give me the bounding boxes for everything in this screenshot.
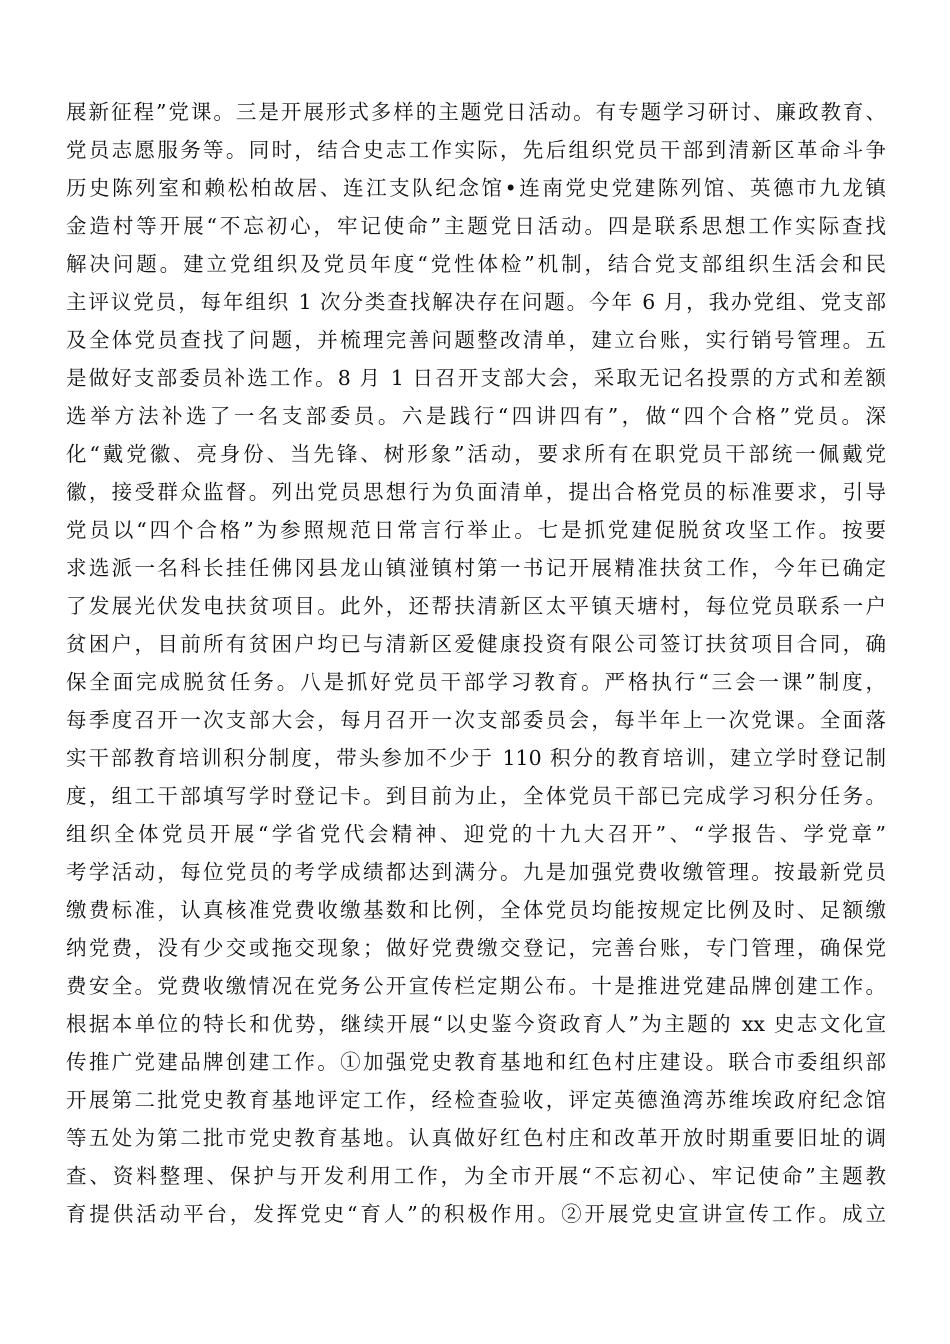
text-line: 化“戴党徽、亮身份、当先锋、树形象”活动，要求所有在职党员干部统一佩戴党: [66, 442, 886, 466]
text-line: 了发展光伏发电扶贫项目。此外，还帮扶清新区太平镇天塘村，每位党员联系一户: [66, 594, 886, 618]
text-line: 徽，接受群众监督。列出党员思想行为负面清单，提出合格党员的标准要求，引导: [66, 480, 886, 504]
text-line: 保全面完成脱贫任务。八是抓好党员干部学习教育。严格执行“三会一课”制度，: [66, 670, 886, 694]
text-line: 缴费标准，认真核准党费收缴基数和比例，全体党员均能按规定比例及时、足额缴: [66, 898, 886, 922]
text-line: 选举方法补选了一名支部委员。六是践行“四讲四有”，做“四个合格”党员。深: [66, 404, 886, 428]
text-line: 历史陈列室和赖松柏故居、连江支队纪念馆•连南党史党建陈列馆、英德市九龙镇: [66, 176, 886, 200]
text-line: 实干部教育培训积分制度，带头参加不少于 110 积分的教育培训，建立学时登记制: [66, 746, 886, 770]
text-line: 求选派一名科长挂任佛冈县龙山镇湴镇村第一书记开展精准扶贫工作，今年已确定: [66, 556, 886, 580]
text-line: 纳党费，没有少交或拖交现象；做好党费缴交登记，完善台账，专门管理，确保党: [66, 936, 886, 960]
text-line: 传推广党建品牌创建工作。①加强党史教育基地和红色村庄建设。联合市委组织部: [66, 1050, 886, 1074]
text-line: 是做好支部委员补选工作。8 月 1 日召开支部大会，采取无记名投票的方式和差额: [66, 366, 886, 390]
text-line: 主评议党员，每年组织 1 次分类查找解决存在问题。今年 6 月，我办党组、党支部: [66, 290, 886, 314]
text-line: 金造村等开展“不忘初心，牢记使命”主题党日活动。四是联系思想工作实际查找: [66, 214, 886, 238]
text-line: 党员以“四个合格”为参照规范日常言行举止。七是抓党建促脱贫攻坚工作。按要: [66, 518, 886, 542]
text-line: 等五处为第二批市党史教育基地。认真做好红色村庄和改革开放时期重要旧址的调: [66, 1126, 886, 1150]
text-line: 查、资料整理、保护与开发利用工作，为全市开展“不忘初心、牢记使命”主题教: [66, 1164, 886, 1188]
text-line: 度，组工干部填写学时登记卡。到目前为止，全体党员干部已完成学习积分任务。: [66, 784, 886, 808]
text-line: 考学活动，每位党员的考学成绩都达到满分。九是加强党费收缴管理。按最新党员: [66, 860, 886, 884]
text-line: 展新征程”党课。三是开展形式多样的主题党日活动。有专题学习研讨、廉政教育、: [66, 100, 886, 124]
text-line: 每季度召开一次支部大会，每月召开一次支部委员会，每半年上一次党课。全面落: [66, 708, 886, 732]
text-line: 费安全。党费收缴情况在党务公开宣传栏定期公布。十是推进党建品牌创建工作。: [66, 974, 886, 998]
text-line: 根据本单位的特长和优势，继续开展“以史鉴今资政育人”为主题的 xx 史志文化宣: [66, 1012, 886, 1036]
text-line: 解决问题。建立党组织及党员年度“党性体检”机制，结合党支部组织生活会和民: [66, 252, 886, 276]
text-line: 党员志愿服务等。同时，结合史志工作实际，先后组织党员干部到清新区革命斗争: [66, 138, 886, 162]
text-line: 及全体党员查找了问题，并梳理完善问题整改清单，建立台账，实行销号管理。五: [66, 328, 886, 352]
text-line: 贫困户，目前所有贫困户均已与清新区爱健康投资有限公司签订扶贫项目合同，确: [66, 632, 886, 656]
body-text: [66, 93, 886, 1233]
text-line: 育提供活动平台，发挥党史“育人”的积极作用。②开展党史宣讲宣传工作。成立: [66, 1202, 886, 1226]
text-line: 开展第二批党史教育基地评定工作，经检查验收，评定英德渔湾苏维埃政府纪念馆: [66, 1088, 886, 1112]
text-line: 组织全体党员开展“学省党代会精神、迎党的十九大召开”、“学报告、学党章”: [66, 822, 886, 846]
